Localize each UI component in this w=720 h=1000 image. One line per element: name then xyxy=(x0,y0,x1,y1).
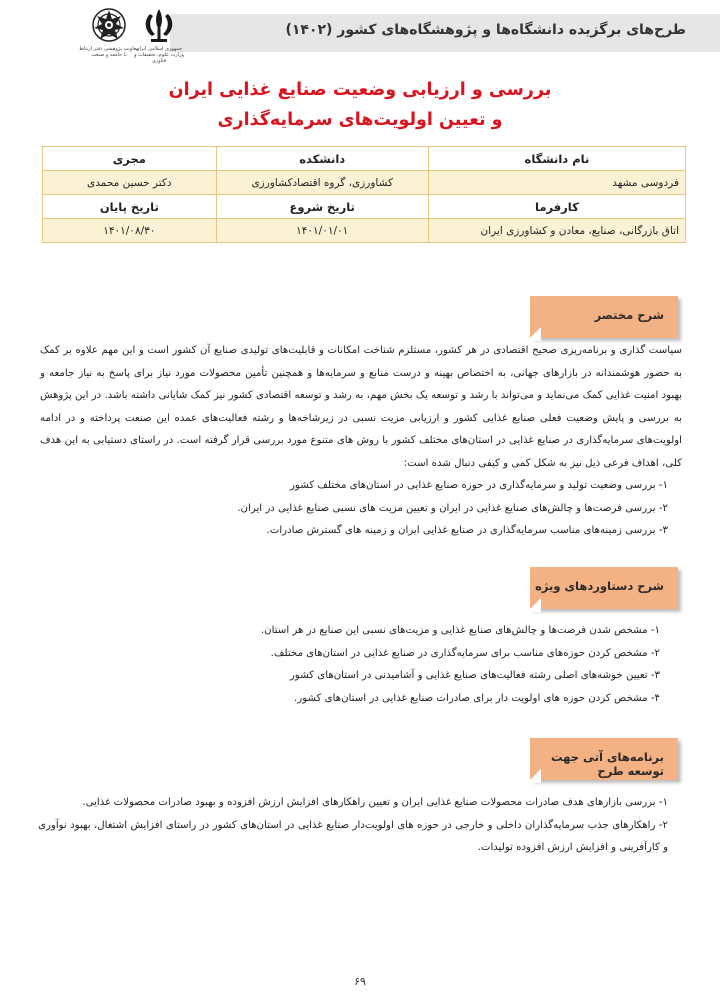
project-title xyxy=(0,75,720,135)
end-date-value: ۱۴۰۱/۰۸/۳۰ xyxy=(43,219,217,243)
list-item: ۲- راهکارهای جذب سرمایه‌گذاران داخلی و خارجی در حوزه های اولویت‌دار صنایع غذایی در استان‌های کشور در راستای افزایش اشتغال، بهبود نوآوری و کارآفرینی و افزایش ارزش افزوده تولیدات. xyxy=(38,819,668,853)
faculty-value: کشاورزی، گروه اقتصادکشاورزی xyxy=(216,171,428,195)
table-header-cell: تاریخ پایان xyxy=(43,195,217,219)
table-header-cell: مجری xyxy=(43,147,217,171)
university-value: فردوسی مشهد xyxy=(428,171,685,195)
emblem-caption: جمهوری اسلامی ایران وزارت علوم، تحقیقات و فناوری xyxy=(134,46,184,64)
table-row xyxy=(43,171,686,195)
ornamental-seal-icon xyxy=(86,6,132,46)
future-plans-section-tab xyxy=(530,738,678,780)
table-row xyxy=(43,219,686,243)
project-title-line-1: بررسی و ارزیابی وضعیت صنایع غذایی ایران xyxy=(168,80,552,100)
table-header-cell: کارفرما xyxy=(428,195,685,219)
achievements-section-tab xyxy=(530,567,678,609)
table-header-cell: تاریخ شروع xyxy=(216,195,428,219)
future-plans-list xyxy=(38,792,668,860)
seal-caption: معاونت پژوهشی دفتر ارتباط با جامعه و صنعت xyxy=(79,46,139,58)
summary-section-tab xyxy=(530,296,678,338)
table-header-cell: نام دانشگاه xyxy=(428,147,685,171)
summary-paragraph: سیاست گذاری و برنامه‌ریزی صحیح اقتصادی در هر کشور، مستلزم شناخت امکانات و قابلیت‌های تولیدی صنایع آن کشور است و این مهم علاوه بر کمک به حضور هوشمندانه در بازارهای جهانی، به اختصاص بهینه و درست منابع و سرمایه‌ها و همچنین تأمین محصولات مورد نیاز برای پاسخ به نیاز جامعه و بهبود امنیت غذایی کمک می‌نماید و می‌تواند با رشد و توسعه یک بخش مهم، به رشد و توسعه اقتصادی کشور نیز کمک شایانی داشته باشد. در این پژوهش به بررسی و پایش وضعیت فعلی صنایع غذایی کشور و ارزیابی مزیت نسبی در زیرشاخه‌ها و رشته فعالیت‌های عمده این صنعت پرداخته و در ادامه اولویت‌های سرمایه‌گذاری در صنایع غذایی در استان‌های مختلف کشور با روش های متنوع مورد بررسی قرار گرفته است. در راستای دستیابی به این هدف کلی، اهداف فرعی ذیل نیز به شکل کمی و کیفی دنبال شده است: xyxy=(40,345,682,469)
list-item: ۲- مشخص کردن حوزه‌های مناسب برای سرمایه‌گذاری در صنایع غذایی در استان‌های مختلف. xyxy=(270,647,660,659)
project-title-line-2: و تعیین اولویت‌های سرمایه‌گذاری xyxy=(217,110,503,130)
future-plans-heading: برنامه‌های آتی جهت توسعه طرح xyxy=(551,750,664,778)
list-item: ۳- تعیین خوشه‌های اصلی رشته فعالیت‌های صنایع غذایی و آشامیدنی در استان‌های کشور xyxy=(289,670,660,681)
project-info-table xyxy=(42,146,686,243)
achievements-heading: شرح دستاوردهای ویژه xyxy=(535,579,664,593)
list-item: ۳- بررسی زمینه‌های مناسب سرمایه‌گذاری در صنایع غذایی ایران و زمینه های گسترش صادرات. xyxy=(266,525,668,536)
employer-value: اتاق بازرگانی، صنایع، معادن و کشاورزی ایران xyxy=(428,219,685,243)
achievements-list xyxy=(50,620,660,710)
start-date-value: ۱۴۰۱/۰۱/۰۱ xyxy=(216,219,428,243)
page-header xyxy=(0,0,720,72)
iran-emblem-icon xyxy=(136,6,182,46)
list-item: ۱- بررسی بازارهای هدف صادرات محصولات صنایع غذایی ایران و تعیین راهکارهای افزایش ارزش افزوده و بهبود صادرات محصولات غذایی. xyxy=(82,797,668,808)
table-header-cell: دانشکده xyxy=(216,147,428,171)
header-title: طرح‌های برگزیده دانشگاه‌ها و پژوهشگاه‌های کشور (۱۴۰۲) xyxy=(285,22,686,38)
table-header-row xyxy=(43,195,686,219)
executor-value: دکتر حسین محمدی xyxy=(43,171,217,195)
list-item: ۱- بررسی وضعیت تولید و سرمایه‌گذاری در حوزه صنایع غذایی در استان‌های مختلف کشور xyxy=(290,480,668,491)
table-header-row xyxy=(43,147,686,171)
list-item: ۱- مشخص شدن فرصت‌ها و چالش‌های صنایع غذایی و مزیت‌های نسبی این صنایع در هر استان. xyxy=(260,625,660,636)
summary-heading: شرح مختصر xyxy=(594,308,664,322)
page-number: ۶۹ xyxy=(354,975,366,988)
summary-goals-list xyxy=(48,475,668,543)
list-item: ۴- مشخص کردن حوزه های اولویت دار برای صادرات صنایع غذایی در استان‌های کشور. xyxy=(294,692,660,704)
list-item: ۲- بررسی فرصت‌ها و چالش‌های صنایع غذایی در ایران و تعیین مزیت های نسبی صنایع غذایی در ایران. xyxy=(237,502,668,514)
